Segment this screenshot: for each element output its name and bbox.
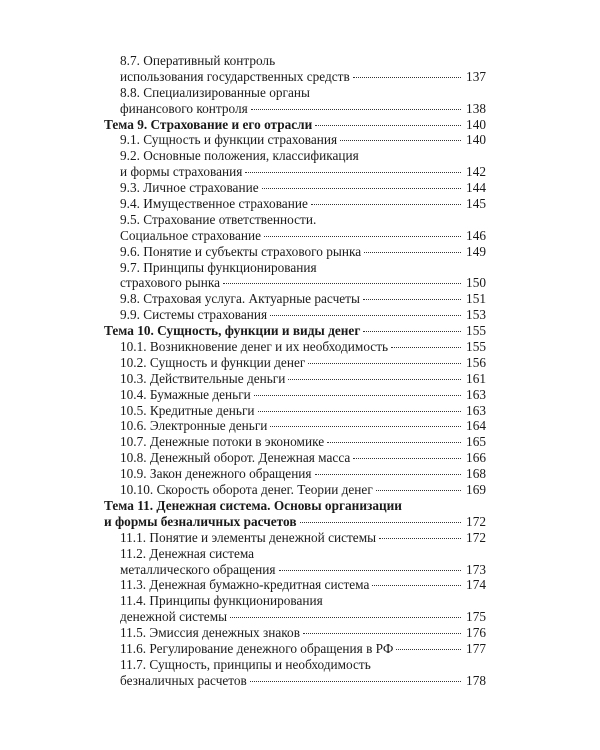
toc-entry-line (104, 418, 486, 434)
toc-page-number: 178 (466, 672, 486, 688)
toc-page-number: 146 (466, 227, 486, 243)
toc-entry-title: 9.9. Системы страхования (120, 307, 268, 323)
dot-leader (379, 538, 461, 539)
toc-entry-line (104, 577, 486, 593)
toc-entry-line (104, 291, 486, 307)
dot-leader (288, 379, 461, 380)
dot-leader (230, 617, 461, 618)
dot-leader (363, 331, 461, 332)
toc-page-number: 172 (466, 529, 486, 545)
toc-entry-line (104, 546, 486, 562)
toc-entry-title: 10.2. Сущность и функции денег (120, 354, 306, 370)
toc-page-number: 168 (466, 466, 486, 482)
toc-entry-title: и формы безналичных расчетов (104, 513, 297, 529)
toc-entry-title: 11.5. Эмиссия денежных знаков (120, 625, 300, 641)
toc-page-number: 163 (466, 386, 486, 402)
dot-leader (327, 442, 461, 443)
toc-entry-title: безналичных расчетов (120, 672, 247, 688)
toc-entry-line (104, 609, 486, 625)
toc-entry-title: 10.5. Кредитные деньги (120, 402, 255, 418)
toc-entry-line (104, 562, 486, 578)
dot-leader (340, 140, 461, 141)
toc-page-number: 174 (466, 577, 486, 593)
dot-leader (250, 681, 461, 682)
toc-entry-line (104, 180, 486, 196)
toc-entry-title: 11.3. Денежная бумажно-кредитная система (120, 577, 370, 593)
dot-leader (315, 125, 461, 126)
toc-entry-title: 11.1. Понятие и элементы денежной системы (120, 529, 377, 545)
toc-entry-line (104, 450, 486, 466)
dot-leader (262, 188, 461, 189)
table-of-contents (104, 53, 486, 689)
toc-entry-title: 10.10. Скорость оборота денег. Теории денег (120, 482, 373, 498)
toc-entry-line (104, 371, 486, 387)
toc-entry-line (104, 657, 486, 673)
toc-page-number: 151 (466, 291, 486, 307)
toc-entry-line (104, 482, 486, 498)
toc-entry-line (104, 403, 486, 419)
toc-page-number: 153 (466, 307, 486, 323)
toc-entry-line (104, 355, 486, 371)
toc-entry-title: денежной системы (120, 609, 228, 625)
toc-entry-line (104, 260, 486, 276)
toc-entry-line (104, 132, 486, 148)
toc-topic-line (104, 514, 486, 530)
dot-leader (372, 585, 461, 586)
toc-page-number: 155 (466, 339, 486, 355)
toc-page-number: 166 (466, 450, 486, 466)
toc-entry-line (104, 593, 486, 609)
toc-entry-line (104, 196, 486, 212)
toc-page-number: 177 (466, 640, 486, 656)
dot-leader (270, 426, 461, 427)
toc-entry-line (104, 228, 486, 244)
toc-entry-line (104, 641, 486, 657)
toc-entry-line (104, 275, 486, 291)
toc-entry-title: 11.4. Принципы функционирования (120, 593, 323, 609)
toc-page-number: 140 (466, 132, 486, 148)
toc-entry-line (104, 69, 486, 85)
toc-entry-line (104, 339, 486, 355)
toc-entry-title: 9.3. Личное страхование (120, 180, 259, 196)
toc-entry-title: Социальное страхование (120, 227, 261, 243)
toc-entry-title: 10.9. Закон денежного обращения (120, 466, 312, 482)
dot-leader (251, 109, 461, 110)
toc-page-number: 163 (466, 402, 486, 418)
toc-page-number: 169 (466, 482, 486, 498)
dot-leader (311, 204, 461, 205)
toc-page-number: 142 (466, 164, 486, 180)
dot-leader (363, 299, 461, 300)
dot-leader (270, 315, 461, 316)
toc-entry-title: использования государственных средств (120, 68, 350, 84)
dot-leader (353, 458, 461, 459)
dot-leader (300, 522, 461, 523)
toc-entry-title: 9.2. Основные положения, классификация (120, 148, 359, 164)
dot-leader (315, 474, 461, 475)
toc-page-number: 176 (466, 625, 486, 641)
toc-entry-title: 10.7. Денежные потоки в экономике (120, 434, 325, 450)
toc-page-number: 156 (466, 354, 486, 370)
toc-entry-line (104, 244, 486, 260)
toc-page-number: 137 (466, 68, 486, 84)
toc-entry-line (104, 625, 486, 641)
toc-entry-line (104, 530, 486, 546)
toc-page-number: 138 (466, 100, 486, 116)
dot-leader (245, 172, 461, 173)
toc-entry-title: 9.1. Сущность и функции страхования (120, 132, 338, 148)
toc-entry-title: 8.7. Оперативный контроль (120, 53, 276, 68)
dot-leader (264, 236, 461, 237)
dot-leader (258, 411, 461, 412)
toc-entry-title: 8.8. Специализированные органы (120, 84, 310, 100)
toc-entry-title: 9.5. Страхование ответственности. (120, 211, 317, 227)
dot-leader (391, 347, 461, 348)
dot-leader (254, 395, 461, 396)
toc-entry-title: Тема 11. Денежная система. Основы организации (104, 497, 402, 513)
toc-entry-title: 9.7. Принципы функционирования (120, 259, 317, 275)
toc-page-number: 175 (466, 609, 486, 625)
toc-page-number: 155 (466, 323, 486, 339)
toc-entry-line (104, 307, 486, 323)
toc-entry-line (104, 148, 486, 164)
toc-entry-title: Тема 10. Сущность, функции и виды денег (104, 323, 361, 339)
toc-entry-title: Тема 9. Страхование и его отрасли (104, 116, 313, 132)
toc-entry-title: 10.1. Возникновение денег и их необходимость (120, 339, 389, 355)
toc-entry-line (104, 466, 486, 482)
toc-page-number: 150 (466, 275, 486, 291)
toc-entry-title: 9.6. Понятие и субъекты страхового рынка (120, 243, 362, 259)
toc-entry-title: 11.2. Денежная система (120, 545, 255, 561)
toc-entry-title: 10.3. Действительные деньги (120, 370, 286, 386)
toc-page-number: 140 (466, 116, 486, 132)
dot-leader (396, 649, 461, 650)
toc-entry-line (104, 53, 486, 69)
toc-entry-title: 11.6. Регулирование денежного обращения в РФ (120, 640, 394, 656)
toc-entry-title: 10.6. Электронные деньги (120, 418, 268, 434)
toc-entry-title: финансового контроля (120, 100, 248, 116)
dot-leader (364, 252, 461, 253)
toc-page-number: 164 (466, 418, 486, 434)
dot-leader (308, 363, 461, 364)
toc-page-number: 144 (466, 180, 486, 196)
dot-leader (303, 633, 461, 634)
toc-entry-title: металлического обращения (120, 561, 276, 577)
toc-entry-line (104, 85, 486, 101)
toc-page-number: 161 (466, 370, 486, 386)
toc-entry-line (104, 434, 486, 450)
toc-page-number: 173 (466, 561, 486, 577)
toc-page-number: 145 (466, 196, 486, 212)
toc-page-number: 165 (466, 434, 486, 450)
toc-entry-line (104, 673, 486, 689)
dot-leader (223, 283, 461, 284)
toc-entry-title: 9.4. Имущественное страхование (120, 196, 308, 212)
toc-entry-title: и формы страхования (120, 164, 243, 180)
dot-leader (353, 77, 461, 78)
toc-entry-title: страхового рынка (120, 275, 221, 291)
toc-topic-line (104, 323, 486, 339)
dot-leader (279, 570, 462, 571)
toc-page-number: 149 (466, 243, 486, 259)
toc-entry-line (104, 387, 486, 403)
dot-leader (376, 490, 461, 491)
toc-entry-line (104, 101, 486, 117)
toc-entry-title: 9.8. Страховая услуга. Актуарные расчеты (120, 291, 360, 307)
toc-entry-title: 10.4. Бумажные деньги (120, 386, 251, 402)
toc-entry-title: 10.8. Денежный оборот. Денежная масса (120, 450, 351, 466)
toc-entry-line (104, 212, 486, 228)
toc-page-number: 172 (466, 513, 486, 529)
toc-entry-line (104, 164, 486, 180)
toc-topic-line (104, 498, 486, 514)
toc-topic-line (104, 117, 486, 133)
toc-entry-title: 11.7. Сущность, принципы и необходимость (120, 656, 371, 672)
